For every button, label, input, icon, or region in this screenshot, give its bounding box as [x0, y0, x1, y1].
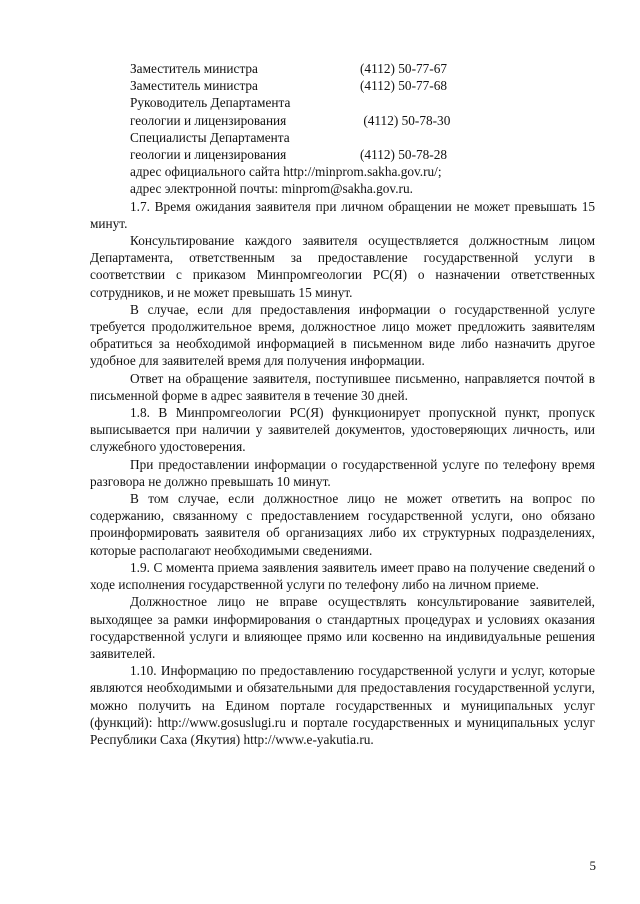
paragraph: В том случае, если должностное лицо не может ответить на вопрос по содержанию, связанному с предоставлением государственной услуги, оно обязано проинформировать заявителя об организациях либо их структурных подразделениях, которые располагают необходимыми сведениями.	[90, 491, 595, 558]
email-line: адрес электронной почты: minprom@sakha.gov.ru.	[130, 181, 413, 197]
contact-row	[90, 112, 595, 129]
paragraph: 1.10. Информацию по предоставлению государственной услуги и услуг, которые являются необходимыми и обязательными для предоставления государственной услуги, можно получить на Едином портале государственных и муниципальных услуг (функций): http://www.gosuslugi.ru и портале государственных и муниципальных услуг Республики Саха (Якутия) http://www.e-yakutia.ru.	[90, 663, 595, 747]
contact-label: Заместитель министра	[130, 78, 258, 94]
contact-row	[90, 94, 595, 111]
contact-row	[90, 60, 595, 77]
contact-phone: (4112) 50-77-67	[360, 61, 448, 76]
contact-label: Заместитель министра	[130, 61, 258, 76]
page-content	[90, 60, 595, 748]
contact-phone: (4112) 50-78-30	[360, 112, 451, 128]
paragraph: Ответ на обращение заявителя, поступившее письменно, направляется почтой в письменной форме в адрес заявителя в течение 30 дней.	[90, 370, 595, 403]
paragraph: 1.9. С момента приема заявления заявитель имеет право на получение сведений о ходе исполнения государственной услуги по телефону либо на личном приеме.	[90, 559, 595, 593]
contact-label: геологии и лицензирования	[130, 147, 287, 163]
contact-row	[90, 129, 595, 146]
paragraph: 1.7. Время ожидания заявителя при личном обращении не может превышать 15 минут.	[90, 198, 595, 231]
contact-row	[90, 77, 595, 94]
contact-phone: (4112) 50-77-68	[360, 78, 448, 94]
contact-label: Специалисты Департамента	[130, 129, 290, 145]
contact-row	[90, 146, 595, 163]
paragraph: Консультирование каждого заявителя осуществляется должностным лицом Департамента, ответственным за предоставление государственной услуги в соответствии с приказом Минпромгеологии РС(Я) о назначении ответственных сотрудников, и не может превышать 15 минут.	[90, 233, 595, 300]
contact-label: Руководитель Департамента	[130, 95, 291, 111]
page-number: 5	[589, 858, 596, 873]
paragraph: Должностное лицо не вправе осуществлять консультирование заявителей, выходящее за рамки информирования о стандартных процедурах и условиях оказания государственной услуги и влияющее прямо или косвенно на индивидуальные решения заявителей.	[90, 594, 595, 661]
paragraph: 1.8. В Минпромгеологии РС(Я) функционирует пропускной пункт, пропуск выписывается при наличии у заявителей документов, удостоверяющих личность, или служебного удостоверения.	[90, 405, 595, 455]
contact-phone: (4112) 50-78-28	[360, 147, 448, 163]
paragraph: В случае, если для предоставления информации о государственной услуге требуется продолжительное время, должностное лицо может предложить заявителям обратиться за необходимой информацией в письменном виде либо назначить другое удобное для заявителей время для получения информации.	[90, 301, 595, 369]
contact-label: геологии и лицензирования	[130, 112, 287, 128]
website-line: адрес официального сайта http://minprom.sakha.gov.ru/;	[130, 164, 442, 180]
paragraph: При предоставлении информации о государственной услуге по телефону время разговора не должно превышать 10 минут.	[90, 456, 595, 489]
